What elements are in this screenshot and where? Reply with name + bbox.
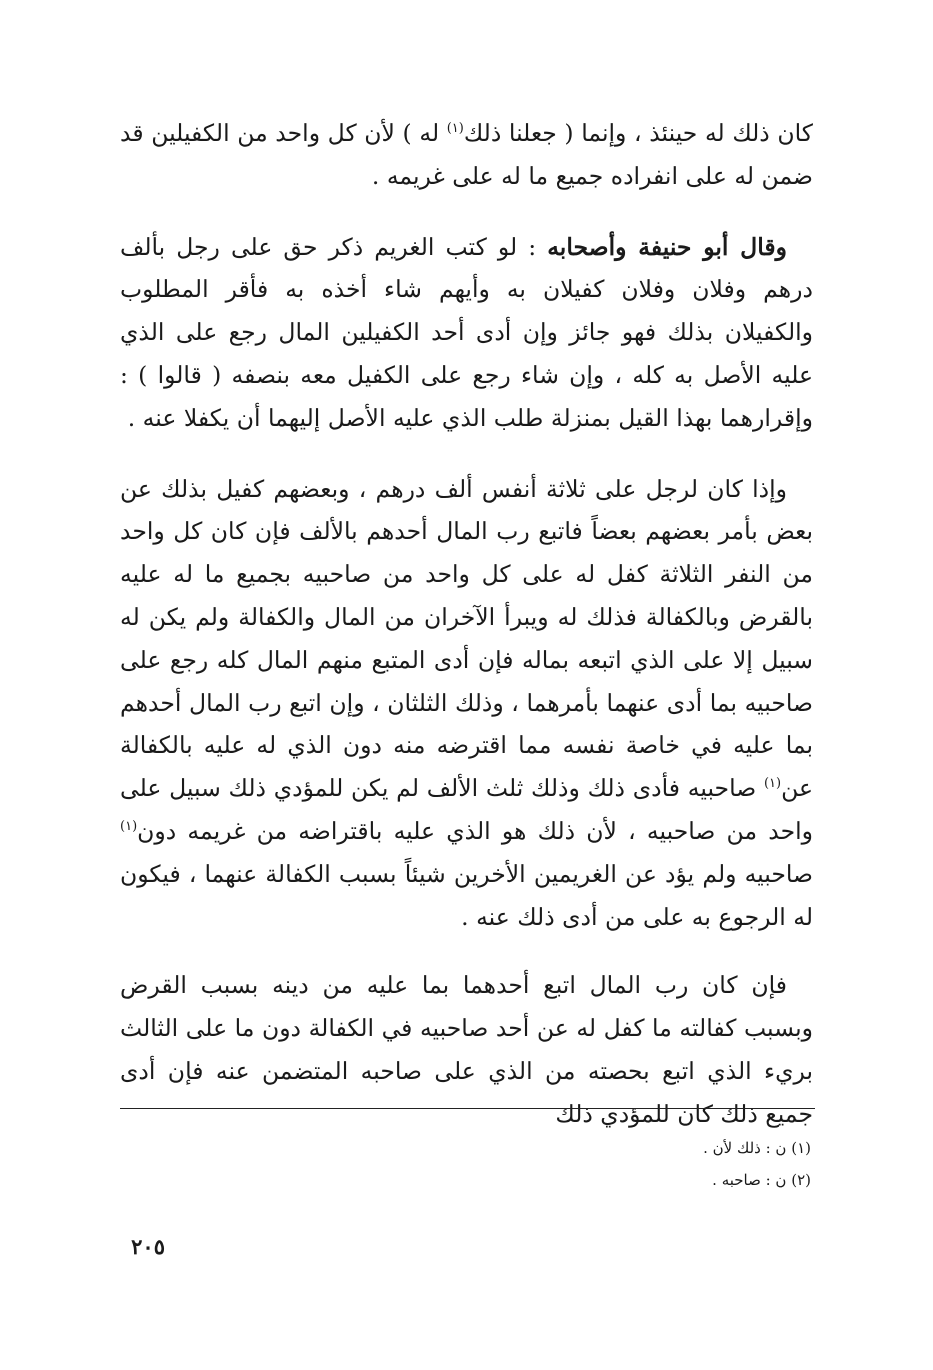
paragraph-2-text: : لو كتب الغريم ذكر حق على رجل بألف درهم وفلان وفلان كفيلان به وأيهم شاء أخذه به فأقر المطلوب والكفيلان بذلك فهو جائز وإن أدى أحد الكفيلين المال رجع على الذي عليه الأصل به كله ، وإن شاء رجع على الكفيل معه بنصفه ( قالوا ) : وإقرارهما بهذا القيل بمنزلة طلب الذي عليه الأصل إليهما أن يكفلا عنه .	[120, 232, 813, 432]
paragraph-3-text-b: صاحبيه فأدى ذلك وذلك ثلث الألف لم يكن للمؤدي ذلك سبيل على واحد من صاحبيه ، لأن ذلك هو الذي عليه باقتراضه من غريمه دون	[120, 774, 813, 845]
paragraph-2	[120, 226, 813, 440]
paragraph-1-text-a: كان ذلك له حينئذ ، وإنما ( جعلنا ذلك	[463, 119, 813, 147]
footnotes	[703, 1132, 811, 1196]
footnote-reference: (١)	[446, 121, 464, 137]
paragraph-3-text-a: وإذا كان لرجل على ثلاثة أنفس ألف درهم ، وبعضهم كفيل بذلك عن بعض بأمر بعضهم بعضاً فاتبع رب المال أحدهم بالألف فإن كان كل واحد من النفر الثلاثة كفل له على كل واحد من صاحبيه بجميع ما له عليه بالقرض وبالكفالة فذلك له ويبرأ الآخران من المال والكفالة ولم يكن له سبيل إلا على الذي اتبعه بماله فإن أدى المتبع منهم المال كله رجع على صاحبيه بما أدى عنهما بأمرهما ، وذلك الثلثان ، وإن اتبع رب المال أحدهم بما عليه في خاصة نفسه مما اقترضه منه دون الذي له عليه بالكفالة عن	[120, 474, 813, 803]
footnote-reference: (١)	[120, 819, 138, 835]
footnote-reference: (١)	[763, 776, 782, 792]
footnote-divider	[120, 1108, 815, 1109]
footnote-1: (١) ن : ذلك لأن .	[703, 1139, 811, 1157]
page-number: ٢٠٥	[131, 1234, 165, 1259]
paragraph-4-text: فإن كان رب المال اتبع أحدهما بما عليه من دينه بسبب القرض وبسبب كفالته ما كفل له عن أحد صاحبيه في الكفالة دون ما على الثالث بريء الذي اتبع بحصته من الذي على صاحبه المتضمن عنه فإن أدى جميع ذلك كان للمؤدي ذلك	[120, 971, 813, 1128]
paragraph-1-text-b: له ) لأن كل واحد من الكفيلين قد ضمن له على انفراده جميع ما له على غريمه .	[120, 119, 813, 190]
paragraph-3-text-c: صاحبيه ولم يؤد عن الغريمين الأخرين شيئاً بسبب الكفالة عنهما ، فيكون له الرجوع به على من أدى ذلك عنه .	[120, 859, 814, 931]
paragraph-3	[120, 468, 813, 939]
main-text	[120, 112, 813, 1136]
footnote-2: (٢) ن : صاحبه .	[712, 1171, 811, 1189]
paragraph-1	[120, 112, 813, 198]
paragraph-2-lead: وقال أبو حنيفة وأصحابه	[547, 232, 787, 261]
paragraph-4	[120, 964, 813, 1135]
